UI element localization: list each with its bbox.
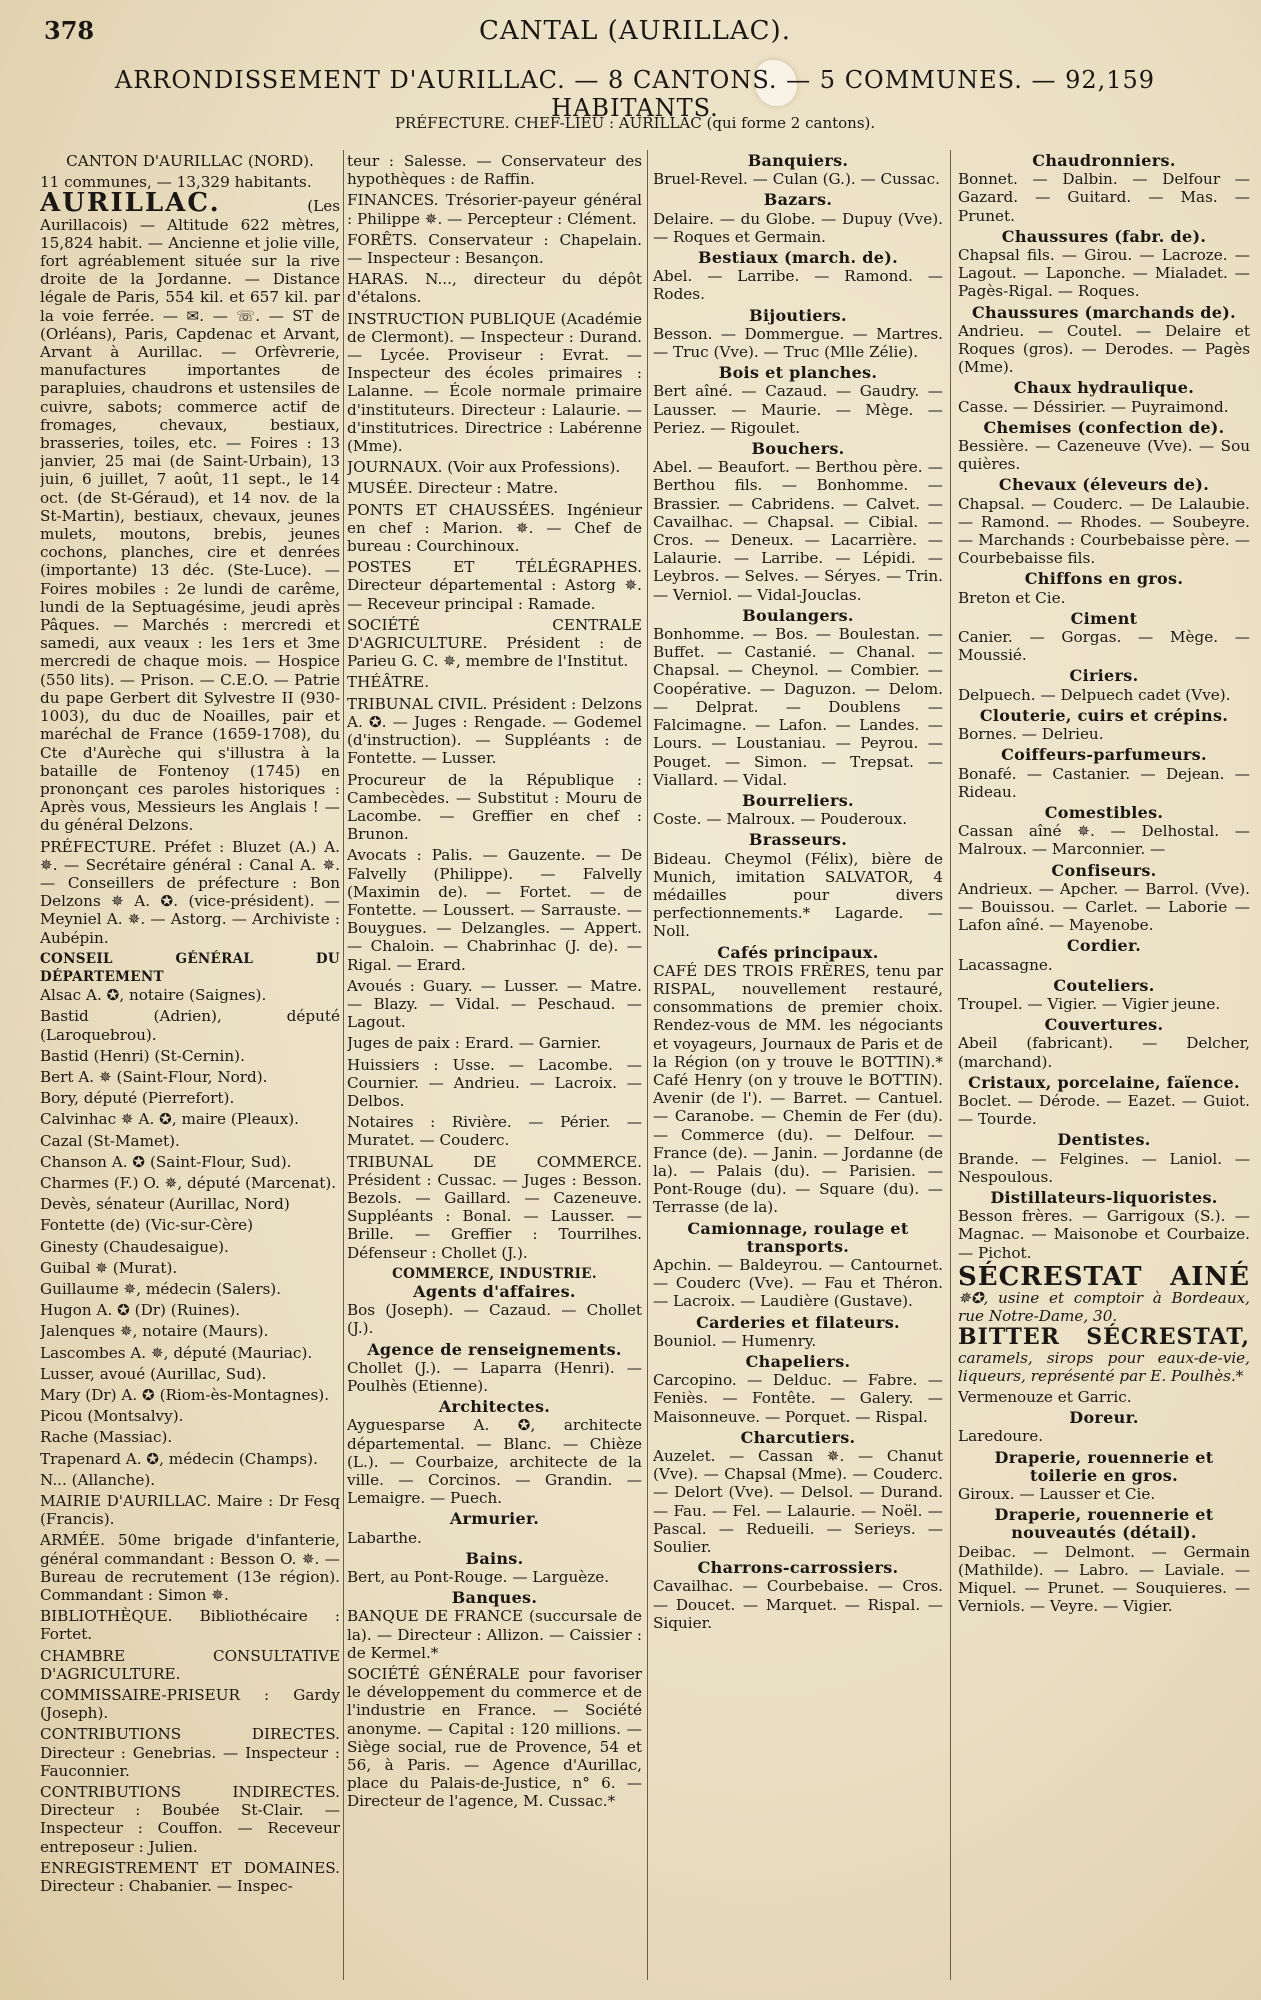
- list-item: Fontette (de) (Vic-sur-Cère): [40, 1216, 254, 1235]
- list-item: Alsac A. ✪, notaire (Saignes).: [40, 986, 267, 1005]
- list-item: Mary (Dr) A. ✪ (Riom-ès-Montagnes).: [40, 1386, 330, 1404]
- admin-entry: THÉÂTRE.: [347, 673, 430, 692]
- chambre-entry: CHAMBRE CONSULTATIVE D'AGRICULTURE.: [40, 1646, 340, 1683]
- section-text: Lacassagne.: [958, 955, 1053, 974]
- section-text: Bos (Joseph). — Cazaud. — Chollet (J.).: [347, 1301, 642, 1338]
- commerce-title: COMMERCE, INDUSTRIE.: [392, 1265, 597, 1282]
- section-text: Bert aîné. — Cazaud. — Gaudry. — Lausser. — Maurie. — Mège. — Periez. — Rigoulet.: [653, 382, 943, 437]
- section-heading: Cafés principaux.: [717, 942, 879, 962]
- contributions-indirectes-entry: CONTRIBUTIONS INDIRECTES. Directeur : Boubée St-Clair. — Inspecteur : Couffon. — Receveur entreposeur : Julien.: [40, 1783, 340, 1856]
- section-text: SOCIÉTÉ GÉNÉRALE pour favoriser le développement du commerce et de l'industrie en France. — Société anonyme. — Capital : 120 millions. — Siège social, rue de Provence, 54 et 56, à Paris. — Agence d'Aurillac, place du Palais-de-Justice, n° 6. — Directeur de l'agence, M. Cussac.*: [347, 1665, 642, 1811]
- section-heading: Chemises (confection de).: [983, 417, 1225, 437]
- admin-entry: PONTS ET CHAUSSÉES. Ingénieur en chef : Marion. ✵. — Chef de bureau : Courchinoux.: [347, 500, 642, 556]
- admin-entry: FINANCES. Trésorier-payeur général : Philippe ✵. — Percepteur : Clément.: [347, 191, 642, 228]
- admin-entry: Notaires : Rivière. — Périer. — Muratet. — Couderc.: [347, 1113, 642, 1150]
- section-heading: Banques.: [451, 1588, 538, 1608]
- section-text: Casse. — Déssirier. — Puyraimond.: [958, 397, 1229, 416]
- armee-entry: ARMÉE. 50me brigade d'infanterie, général commandant : Besson O. ✵. — Bureau de recrutement (13e région). Commandant : Simon ✵.: [40, 1531, 340, 1605]
- admin-entry: Avocats : Palis. — Gauzente. — De Falvelly (Philippe). — Falvelly (Maximin de). — Fortet. — de Fontette. — Loussert. — Sarrauste. — Bouygues. — Delzangles. — Appert. — Chaloin. — Chabrinhac (J. de). — Rigal. — Erard.: [347, 846, 642, 974]
- section-heading: Dentistes.: [1057, 1130, 1151, 1150]
- admin-entry: POSTES ET TÉLÉGRAPHES. Directeur départemental : Astorg ✵. — Receveur principal : Ramade.: [347, 558, 642, 613]
- vermenouze-entry: Vermenouze et Garric.: [958, 1388, 1132, 1406]
- section-text: Cassan aîné ✵. — Delhostal. — Malroux. — Marconnier. —: [958, 822, 1250, 859]
- section-heading: Charrons-carrossiers.: [697, 1558, 899, 1578]
- section-heading: Chevaux (éleveurs de).: [998, 475, 1210, 495]
- section-heading: Doreur.: [1069, 1408, 1139, 1428]
- section-heading: Banquiers.: [747, 152, 849, 170]
- department-title: CANTAL (AURILLAC).: [479, 16, 791, 46]
- admin-entry: Juges de paix : Erard. — Garnier.: [347, 1034, 602, 1053]
- section-text: Laredoure.: [958, 1427, 1044, 1446]
- admin-entry: SOCIÉTÉ CENTRALE D'AGRICULTURE. Président : de Parieu G. C. ✵, membre de l'Institut.: [347, 615, 642, 671]
- section-text: Chapsal fils. — Girou. — Lacroze. — Lagout. — Laponche. — Mialadet. — Pagès-Rigal. — Roques.: [958, 246, 1250, 301]
- section-text: CAFÉ DES TROIS FRÈRES, tenu par RISPAL, nouvellement restauré, consommations de premier choix. Rendez-vous de MM. les négociants et voyageurs, Journaux de Paris et de la Région (on y trouve le BOTTIN).* Café Henry (on y trouve le BOTTIN). Avenir (de l'). — Barret. — Cantuel. — Caranobe. — Chemin de Fer (du). — Commerce (du). — Delfour. — France (de). — Janin. — Jordanne (de la). — Palais (du). — Parisien. — Pont-Rouge (du). — Square (du). — Terrasse (de la).: [653, 961, 943, 1217]
- list-item: N... (Allanche).: [40, 1470, 156, 1489]
- prefecture-entry: PRÉFECTURE. Préfet : Bluzet (A.) A. ✵. — Secrétaire général : Canal A. ✵. — Conseillers de préfecture : Bon Delzons ✵ A. ✪. (vice-président). — Meyniel A. ✵. — Astorg. — Archiviste : Aubépin.: [40, 837, 340, 947]
- admin-entry: Procureur de la République : Cambecèdes. — Substitut : Mouru de Lacombe. — Greffier en chef : Brunon.: [347, 770, 642, 844]
- city-description: (Les Aurillacois) — Altitude 622 mètres, 15,824 habit. — Ancienne et jolie ville, fort agréablement située sur la rive droite de la Jordanne. — Distance légale de Paris, 554 kil. et 657 kil. par la voie ferrée. — ✉. — ☏. — ST de (Orléans), Paris, Capdenac et Arvant, Arvant à Aurillac. — Orfèvrerie, manufactures importantes de parapluies, chaudrons et ustensiles de cuivre, sabots; commerce actif de fromages, chevaux, bestiaux, brasseries, toiles, etc. — Foires : 13 janvier, 25 mai (de Saint-Urbain), 13 juin, 6 juillet, 7 août, 11 sept., le 14 oct. (de St-Géraud), et 14 nov. de la St-Martin), bestiaux, chevaux, jeunes mulets, moutons, brebis, jeunes cochons, planches, cire et denrées (importante) 13 déc. (Ste-Luce). — Foires mobiles : 2e lundi de carême, lundi de la Septuagésime, jeudi après Pâques. — Marchés : mercredi et samedi, aux veaux : les 1ers et 3me mercredi de chaque mois. — Hospice (550 lits). — Prison. — C.E.O. — Patrie du pape Gerbert dit Sylvestre II (930-1003), du duc de Noailles, pair et maréchal de France (1659-1708), du Cte d'Aurèche qui s'illustra à la bataille de Fontenoy (1745) en prononçant ces paroles historiques : Après vous, Messieurs les Anglais ! — du général Delzons.: [40, 197, 340, 835]
- list-item: Picou (Montsalvy).: [40, 1407, 184, 1426]
- section-text: Labarthe.: [347, 1528, 422, 1547]
- section-text: Bonnet. — Dalbin. — Delfour — Gazard. — Guitard. — Mas. — Prunet.: [958, 170, 1250, 225]
- section-text: Besson. — Dommergue. — Martres. — Truc (Vve). — Truc (Mlle Zélie).: [653, 324, 943, 362]
- section-heading: Couvertures.: [1044, 1015, 1164, 1035]
- section-text: Auzelet. — Cassan ✵. — Chanut (Vve). — Chapsal (Mme). — Couderc. — Delort (Vve). — Delsol. — Durand. — Fau. — Fel. — Lalaurie. — Noël. — Pascal. — Redueili. — Serieys. — Soulier.: [653, 1447, 943, 1557]
- list-item: Cazal (St-Mamet).: [40, 1131, 180, 1150]
- section-text: Bonafé. — Castanier. — Dejean. — Rideau.: [958, 764, 1250, 801]
- list-item: Rache (Massiac).: [40, 1428, 173, 1447]
- city-name: AURILLAC.: [40, 188, 221, 219]
- mairie-entry: MAIRIE D'AURILLAC. Maire : Dr Fesq (Francis).: [40, 1492, 340, 1529]
- list-item: Calvinhac ✵ A. ✪, maire (Pleaux).: [40, 1110, 300, 1129]
- arrondissement-title: ARRONDISSEMENT D'AURILLAC. — 8 CANTONS. — 5 COMMUNES. — 92,159 HABITANTS.: [114, 66, 1156, 122]
- list-item: Guibal ✵ (Murat).: [40, 1258, 178, 1277]
- list-item: Chanson A. ✪ (Saint-Flour, Sud).: [40, 1152, 292, 1171]
- conseil-general-title: CONSEIL GÉNÉRAL DU DÉPARTEMENT: [40, 950, 340, 985]
- list-item: Lascombes A. ✵, député (Mauriac).: [40, 1343, 313, 1362]
- section-text: Bert, au Pont-Rouge. — Larguèze.: [347, 1568, 610, 1587]
- section-heading: Carderies et filateurs.: [696, 1312, 900, 1332]
- section-text: Carcopino. — Delduc. — Fabre. — Feniès. — Fontête. — Galery. — Maisonneuve. — Porquet. — Rispal.: [653, 1371, 943, 1426]
- section-text: Canier. — Gorgas. — Mège. — Moussié.: [958, 628, 1250, 665]
- section-text: Giroux. — Lausser et Cie.: [958, 1485, 1156, 1504]
- section-text: Delaire. — du Globe. — Dupuy (Vve). — Roques et Germain.: [653, 209, 943, 246]
- section-heading: Bains.: [465, 1548, 524, 1568]
- section-text: Chapsal. — Couderc. — De Lalaubie. — Ramond. — Rhodes. — Soubeyre. — Marchands : Courbebaisse père. — Courbebaisse fils.: [958, 494, 1250, 568]
- contributions-directes-entry: CONTRIBUTIONS DIRECTES. Directeur : Genebrias. — Inspecteur : Fauconnier.: [40, 1725, 340, 1780]
- admin-entry: FORÊTS. Conservateur : Chapelain. — Inspecteur : Besançon.: [347, 230, 642, 268]
- page-header: [40, 10, 1230, 50]
- admin-entry: HARAS. N..., directeur du dépôt d'étalons.: [347, 270, 642, 307]
- secrestat-advert-name: SÉCRESTAT AINÉ: [958, 1261, 1250, 1292]
- list-item: Bastid (Adrien), député (Laroquebrou).: [40, 1007, 340, 1044]
- section-text: Breton et Cie.: [958, 588, 1066, 607]
- section-text: Bornes. — Delrieu.: [958, 725, 1104, 744]
- column-2: [347, 152, 642, 1982]
- list-item: Charmes (F.) O. ✵, député (Marcenat).: [40, 1173, 337, 1192]
- section-heading: Brasseurs.: [748, 830, 848, 850]
- list-item: Bory, député (Pierrefort).: [40, 1089, 235, 1108]
- column-rule: [343, 150, 344, 1980]
- section-text: Bideau. Cheymol (Félix), bière de Munich, imitation SALVATOR, 4 médailles pour divers perfectionnements.* Lagarde. — Noll.: [653, 849, 943, 941]
- secrestat-advert-text: ✵✪, usine et comptoir à Bordeaux, rue Notre-Dame, 30.: [958, 1288, 1250, 1326]
- section-heading: Coiffeurs-parfumeurs.: [1001, 745, 1207, 765]
- admin-entry: Huissiers : Usse. — Lacombe. — Cournier. — Andrieu. — Lacroix. — Delbos.: [347, 1055, 642, 1110]
- section-heading: Chaussures (fabr. de).: [1001, 226, 1207, 246]
- section-heading: Bouchers.: [751, 439, 845, 459]
- column-1: [40, 152, 340, 1982]
- column-4: [958, 152, 1250, 1982]
- section-text: Abel. — Larribe. — Ramond. — Rodes.: [653, 267, 943, 304]
- section-heading: Chaussures (marchands de).: [972, 302, 1236, 322]
- section-text: Besson frères. — Garrigoux (S.). — Magnac. — Maisonobe et Courbaize. — Pichot.: [958, 1207, 1250, 1262]
- section-heading: Ciriers.: [1069, 666, 1139, 686]
- bibliotheque-entry: BIBLIOTHÈQUE. Bibliothécaire : Fortet.: [40, 1607, 340, 1644]
- section-heading: Camionnage, roulage et transports.: [687, 1218, 909, 1256]
- prefecture-line: PRÉFECTURE. CHEF-LIEU : AURILLAC (qui forme 2 cantons).: [394, 114, 876, 132]
- admin-entry: INSTRUCTION PUBLIQUE (Académie de Clermont). — Inspecteur : Durand. — Lycée. Proviseur : Evrat. — Inspecteur des écoles primaires : Lalanne. — École normale primaire d'instituteurs. Directeur : Lalaurie. — d'institutrices. Directrice : Labérenne (Mme).: [347, 309, 642, 456]
- section-heading: Confiseurs.: [1051, 860, 1157, 880]
- admin-entry: TRIBUNAL CIVIL. Président : Delzons A. ✪. — Juges : Rengade. — Godemel (d'instruction). — Suppléants : de Fontette. — Lusser.: [347, 694, 642, 768]
- section-heading: Chaudronniers.: [1032, 152, 1176, 170]
- list-item: Lusser, avoué (Aurillac, Sud).: [40, 1364, 267, 1383]
- section-heading: Bourreliers.: [742, 790, 854, 810]
- section-text: Apchin. — Baldeyrou. — Cantournet. — Couderc (Vve). — Fau et Théron. — Lacroix. — Laudière (Gustave).: [653, 1255, 943, 1311]
- section-text: BANQUE DE FRANCE (succursale de la). — Directeur : Allizon. — Caissier : de Kermel.*: [347, 1607, 642, 1662]
- section-heading: Comestibles.: [1044, 802, 1164, 822]
- list-item: Ginesty (Chaudesaigue).: [40, 1237, 229, 1256]
- enregistrement-entry: ENREGISTREMENT ET DOMAINES. Directeur : Chabanier. — Inspec-: [40, 1858, 340, 1896]
- list-item: Hugon A. ✪ (Dr) (Ruines).: [40, 1301, 241, 1320]
- list-item: Bert A. ✵ (Saint-Flour, Nord).: [40, 1067, 268, 1086]
- column-rule: [647, 150, 648, 1980]
- section-text: Coste. — Malroux. — Pouderoux.: [653, 810, 908, 829]
- column-3: [653, 152, 943, 1982]
- section-text: Bessière. — Cazeneuve (Vve). — Sou quières.: [958, 437, 1250, 474]
- bitter-advert-name: BITTER SÉCRESTAT,: [958, 1324, 1250, 1351]
- section-heading: Bazars.: [763, 190, 833, 210]
- section-text: Bonhomme. — Bos. — Boulestan. — Buffet. — Castanié. — Chanal. — Chapsal. — Cheynol. — Combier. — Coopérative. — Daguzon. — Delom. — Delprat. — Doublens — Falcimagne. — Lafon. — Landes. — Lours. — Loustaniau. — Peyrou. — Pouget. — Simon. — Trepsat. — Viallard. — Vidal.: [653, 625, 943, 789]
- section-text: Abeil (fabricant). — Delcher, (marchand).: [958, 1034, 1250, 1071]
- canton-stats: 11 communes, — 13,329 habitants.: [40, 173, 312, 192]
- section-text: Abel. — Beaufort. — Berthou père. — Berthou fils. — Bonhomme. — Brassier. — Cabridens. — Calvet. — Cavailhac. — Chapsal. — Cibial. — Cros. — Deneux. — Lacarrière. — Lalaurie. — Larribe. — Lépidi. — Leybros. — Selves. — Séryes. — Trin. — Verniol. — Vidal-Jouclas.: [653, 458, 943, 604]
- list-item: Guillaume ✵, médecin (Salers).: [40, 1279, 282, 1298]
- list-item: Jalenques ✵, notaire (Maurs).: [40, 1322, 269, 1341]
- section-text: Andrieu. — Coutel. — Delaire et Roques (gros). — Derodes. — Pagès (Mme).: [958, 321, 1250, 377]
- section-heading: Cristaux, porcelaine, faïence.: [968, 1072, 1240, 1092]
- section-heading: Bois et planches.: [718, 363, 878, 383]
- column-rule: [950, 150, 951, 1980]
- conseil-list: [40, 986, 340, 1489]
- list-item: Devès, sénateur (Aurillac, Nord): [40, 1195, 290, 1214]
- section-text: Bouniol. — Humenry.: [653, 1331, 817, 1350]
- admin-entry: JOURNAUX. (Voir aux Professions).: [347, 458, 621, 477]
- section-text: Chollet (J.). — Laparra (Henri). — Poulhès (Etienne).: [347, 1358, 642, 1395]
- section-text: Bruel-Revel. — Culan (G.). — Cussac.: [653, 170, 940, 189]
- section-heading: Distillateurs-liquoristes.: [990, 1187, 1218, 1207]
- section-heading: Draperie, rouennerie et nouveautés (détail).: [994, 1505, 1214, 1543]
- section-heading: Bestiaux (march. de).: [698, 248, 898, 268]
- section-heading: Boulangers.: [742, 605, 854, 625]
- section-text: Andrieux. — Apcher. — Barrol. (Vve). — Bouissou. — Carlet. — Laborie — Lafon aîné. — Mayenobe.: [958, 879, 1250, 935]
- list-item: Bastid (Henri) (St-Cernin).: [40, 1046, 245, 1065]
- admin-entry: Avoués : Guary. — Lusser. — Matre. — Blazy. — Vidal. — Peschaud. — Lagout.: [347, 976, 642, 1032]
- page-number: 378: [44, 16, 95, 45]
- section-text: Boclet. — Dérode. — Eazet. — Guiot. — Tourde.: [958, 1091, 1250, 1129]
- canton-title: CANTON D'AURILLAC (NORD).: [66, 152, 314, 170]
- section-text: Cavailhac. — Courbebaise. — Cros. — Doucet. — Marquet. — Rispal. — Siquier.: [653, 1577, 943, 1632]
- section-text: Brande. — Felgines. — Laniol. — Nespoulous.: [958, 1149, 1250, 1186]
- section-heading: Bijoutiers.: [749, 305, 847, 325]
- section-heading: Draperie, rouennerie et toilerie en gros.: [994, 1447, 1214, 1485]
- section-heading: Ciment: [1070, 608, 1138, 628]
- commissaire-entry: COMMISSAIRE-PRISEUR : Gardy (Joseph).: [40, 1686, 340, 1723]
- section-text: Troupel. — Vigier. — Vigier jeune.: [958, 994, 1221, 1013]
- section-heading: Agence de renseignements.: [367, 1339, 622, 1359]
- section-text: Deibac. — Delmont. — Germain (Mathilde). — Labro. — Laviale. — Miquel. — Prunet. — Souquieres. — Verniols. — Veyre. — Vigier.: [958, 1542, 1250, 1616]
- section-heading: Armurier.: [449, 1509, 540, 1529]
- section-text: Ayguesparse A. ✪, architecte départemental. — Blanc. — Chièze (L.). — Courbaize, architecte de la ville. — Corcinos. — Grandin. — Lemaigre. — Puech.: [347, 1416, 642, 1508]
- section-heading: Architectes.: [438, 1397, 551, 1417]
- section-heading: Agents d'affaires.: [413, 1281, 576, 1301]
- section-heading: Cordier.: [1066, 936, 1142, 956]
- section-heading: Charcutiers.: [740, 1427, 856, 1447]
- section-heading: Chaux hydraulique.: [1013, 378, 1195, 398]
- admin-entry: MUSÉE. Directeur : Matre.: [347, 479, 559, 498]
- bitter-advert-text: caramels, sirops pour eaux-de-vie, liqueurs, représenté par E. Poulhès.*: [958, 1348, 1250, 1385]
- section-text: Delpuech. — Delpuech cadet (Vve).: [958, 685, 1231, 704]
- section-heading: Clouterie, cuirs et crépins.: [979, 705, 1229, 725]
- admin-entry: TRIBUNAL DE COMMERCE. Président : Cussac. — Juges : Besson. Bezols. — Gaillard. — Cazeneuve. Suppléants : Bonal. — Lausser. — Brille. — Greffier : Tourrilhes. Défenseur : Chollet (J.).: [347, 1152, 642, 1262]
- section-heading: Couteliers.: [1053, 975, 1155, 995]
- section-heading: Chiffons en gros.: [1024, 569, 1184, 589]
- admin-entry: teur : Salesse. — Conservateur des hypothèques : de Raffin.: [347, 152, 642, 189]
- list-item: Trapenard A. ✪, médecin (Champs).: [40, 1449, 318, 1468]
- section-heading: Chapeliers.: [745, 1352, 851, 1371]
